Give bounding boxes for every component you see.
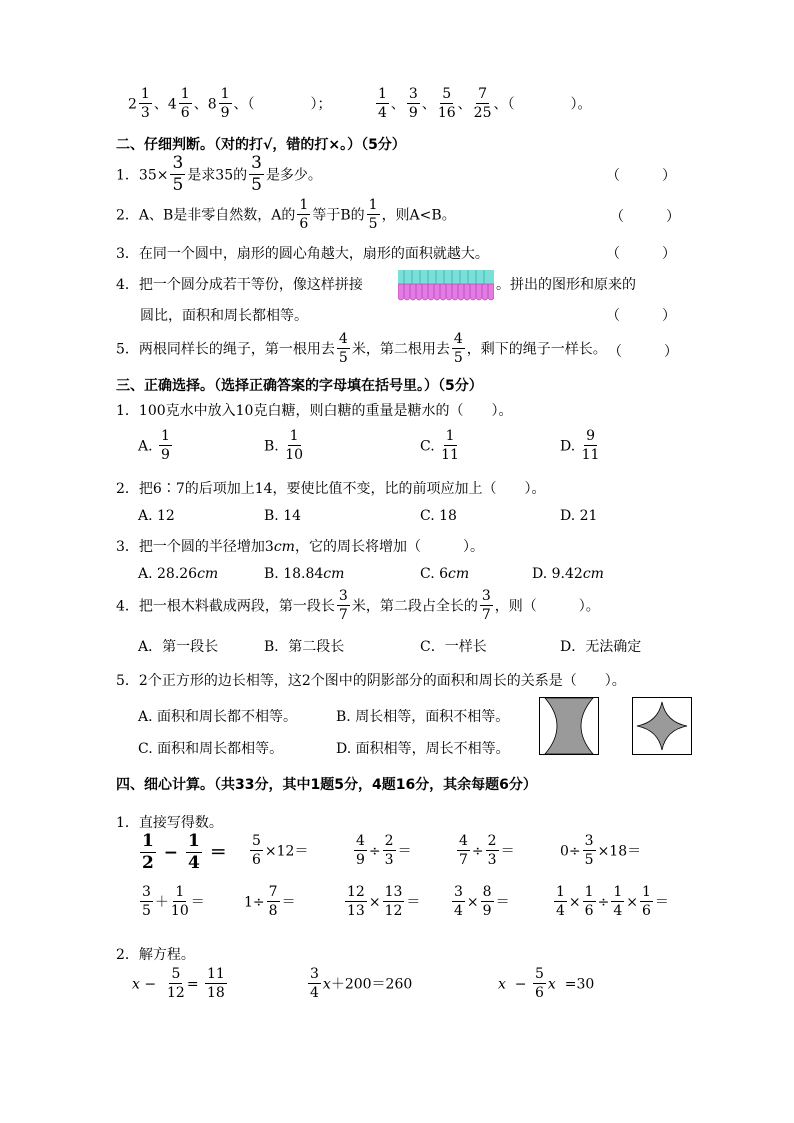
fraction: $\frac{1}{5}$ bbox=[368, 197, 378, 232]
calc-item-4: $\frac{4}{7}$ ÷ $\frac{2}{3}$ ＝ bbox=[459, 833, 515, 868]
fraction: $\frac{1}{9}$ bbox=[220, 86, 230, 121]
judge-q5-answer[interactable]: （ ） bbox=[608, 344, 678, 360]
fraction: $\frac{1}{3}$ bbox=[140, 86, 150, 121]
fraction: $\frac{1}{6}$ bbox=[180, 86, 190, 121]
choice-q5: 5．2个正方形的边长相等，这2个图中的阴影部分的面积和周长的关系是（ ）。 bbox=[116, 673, 626, 689]
choice-q3: 3．把一个圆的半径增加3cm，它的周长将增加（ ）。 bbox=[116, 539, 484, 555]
choice-q1-option-a[interactable]: A. $\frac{1}{9}$ bbox=[138, 428, 170, 463]
choice-q1-option-d[interactable]: D. $\frac{9}{11}$ bbox=[560, 428, 600, 463]
calc-item-2: $\frac{5}{6}$ ×12＝ bbox=[252, 833, 309, 868]
judge-q3-answer[interactable]: （ ） bbox=[606, 246, 676, 262]
fraction: $\frac{3}{9}$ bbox=[408, 86, 418, 121]
mixed-whole: 2 bbox=[128, 96, 137, 113]
calc-item-3: $\frac{4}{9}$ ÷ $\frac{2}{3}$ ＝ bbox=[356, 833, 412, 868]
separator: 、 bbox=[457, 96, 472, 113]
choice-q3-option-b[interactable]: B. 18.84cm bbox=[264, 566, 345, 582]
judge-q5: 5．两根同样长的绳子，第一根用去 $\frac{4}{5}$ 米，第二根用去 $\frac{4}{5}$ ，剩下的绳子一样长。 bbox=[116, 331, 607, 366]
judge-q4: 4．把一个圆分成若干等份，像这样拼接 bbox=[116, 277, 363, 293]
fraction: $\frac{4}{5}$ bbox=[453, 331, 463, 366]
top-sequence-row bbox=[128, 88, 332, 121]
choice-q2-option-d[interactable]: D. 21 bbox=[560, 508, 598, 524]
calc-item-7: 1÷ $\frac{7}{8}$ ＝ bbox=[244, 884, 296, 919]
fraction: $\frac{3}{7}$ bbox=[338, 588, 348, 623]
choice-q1-option-c[interactable]: C. $\frac{1}{11}$ bbox=[420, 428, 459, 463]
judge-q3: 3．在同一个圆中，扇形的圆心角越大，扇形的面积就越大。 bbox=[116, 246, 489, 262]
judge-q4-line2: 圆比，面积和周长都相等。 bbox=[140, 308, 308, 324]
section-3-title: 三、正确选择。（选择正确答案的字母填在括号里。）（5分） bbox=[116, 378, 483, 394]
choice-q4-option-c[interactable]: C．一样长 bbox=[420, 639, 487, 655]
equation-2: $\frac{3}{4}$ x＋200＝260 bbox=[310, 966, 413, 1001]
equation-3: x − $\frac{5}{6}$ x =30 bbox=[498, 966, 595, 1001]
mixed-whole: 4 bbox=[167, 96, 177, 113]
top-fraction-row bbox=[374, 88, 592, 121]
judge-q1-answer[interactable]: （ ） bbox=[606, 168, 676, 184]
separator: 、 bbox=[421, 96, 436, 113]
choice-q1-option-b[interactable]: B. $\frac{1}{10}$ bbox=[264, 428, 304, 463]
choice-q4-option-d[interactable]: D．无法确定 bbox=[560, 639, 642, 655]
choice-q5-option-b[interactable]: B. 周长相等，面积不相等。 bbox=[336, 709, 510, 725]
judge-q1: 1．35× $\frac{3}{5}$ 是求35的 $\frac{3}{5}$ 是多少。 bbox=[116, 153, 322, 195]
choice-q3-option-c[interactable]: C. 6cm bbox=[420, 566, 470, 582]
fraction: $\frac{3}{5}$ bbox=[172, 153, 184, 195]
choice-q3-option-d[interactable]: D. 9.42cm bbox=[532, 566, 604, 582]
calc-sub1: 1．直接写得数。 bbox=[116, 815, 223, 831]
separator: 、 bbox=[390, 96, 405, 113]
fraction: $\frac{3}{5}$ bbox=[251, 153, 262, 195]
judge-q4-cont: 。拼出的图形和原来的 bbox=[496, 277, 636, 293]
equation-1: x − $\frac{5}{12}$ = $\frac{11}{18}$ bbox=[132, 966, 225, 1001]
answer-blank: 、（ ）。 bbox=[493, 96, 592, 113]
section-2-title: 二、仔细判断。（对的打√，错的打×。）（5分） bbox=[116, 137, 406, 153]
choice-q2-option-c[interactable]: C. 18 bbox=[420, 508, 457, 524]
choice-q3-option-a[interactable]: A. 28.26cm bbox=[138, 566, 219, 582]
square-figure-left bbox=[539, 697, 599, 755]
fraction: $\frac{3}{7}$ bbox=[481, 588, 491, 623]
choice-q5-option-a[interactable]: A. 面积和周长都不相等。 bbox=[138, 709, 298, 725]
section-4-title: 四、细心计算。（共33分，其中1题5分，4题16分，其余每题6分） bbox=[116, 777, 537, 793]
fraction: $\frac{7}{25}$ bbox=[473, 86, 492, 121]
choice-q2-option-b[interactable]: B. 14 bbox=[264, 508, 302, 524]
sector-rearrangement-figure bbox=[398, 270, 494, 302]
fraction: $\frac{1}{6}$ bbox=[299, 197, 309, 232]
choice-q5-option-c[interactable]: C. 面积和周长都相等。 bbox=[138, 741, 284, 757]
calc-item-6: $\frac{3}{5}$ ＋ $\frac{1}{10}$ ＝ bbox=[142, 884, 205, 919]
judge-q2: 2．A、B是非零自然数，A的 $\frac{1}{6}$ 等于B的 $\frac{1}{5}$ ，则A<B。 bbox=[116, 197, 456, 232]
choice-q4-option-a[interactable]: A．第一段长 bbox=[138, 639, 219, 655]
choice-q5-option-d[interactable]: D. 面积相等，周长不相等。 bbox=[336, 741, 510, 757]
choice-q4-option-b[interactable]: B．第二段长 bbox=[264, 639, 345, 655]
fraction: $\frac{1}{4}$ bbox=[378, 86, 387, 121]
calc-item-9: $\frac{3}{4}$ × $\frac{8}{9}$ ＝ bbox=[454, 884, 510, 919]
calc-item-10: $\frac{1}{4}$ × $\frac{1}{6}$ ÷ $\frac{1}{4}$ × $\frac{1}{6}$ ＝ bbox=[556, 884, 669, 919]
choice-q2: 2．把6∶7的后项加上14，要使比值不变，比的前项应加上（ ）。 bbox=[116, 481, 546, 497]
calc-sub2: 2．解方程。 bbox=[116, 947, 195, 963]
choice-q4: 4．把一根木料截成两段，第一段长 $\frac{3}{7}$ 米，第二段占全长的 $\frac{3}{7}$ ，则（ ）。 bbox=[116, 588, 600, 623]
judge-q2-answer[interactable]: （ ） bbox=[610, 209, 680, 225]
square-figure-right bbox=[632, 697, 692, 755]
judge-q4-answer[interactable]: （ ） bbox=[606, 308, 676, 324]
fraction: $\frac{5}{16}$ bbox=[437, 86, 456, 121]
choice-q2-option-a[interactable]: A. 12 bbox=[138, 508, 175, 524]
calc-item-1: $\frac{1}{2}$ − $\frac{1}{4}$ ＝ bbox=[142, 831, 227, 873]
answer-blank: 、（ ）； bbox=[233, 96, 332, 113]
separator: 、 bbox=[193, 96, 208, 113]
calc-item-8: $\frac{12}{13}$ × $\frac{13}{12}$ ＝ bbox=[347, 884, 421, 919]
separator: 、 bbox=[153, 96, 168, 113]
mixed-whole: 8 bbox=[207, 96, 217, 113]
choice-q1: 1．100克水中放入10克白糖，则白糖的重量是糖水的（ ）。 bbox=[116, 403, 513, 419]
calc-item-5: 0÷ $\frac{3}{5}$ ×18＝ bbox=[560, 833, 642, 868]
fraction: $\frac{4}{5}$ bbox=[338, 331, 348, 366]
